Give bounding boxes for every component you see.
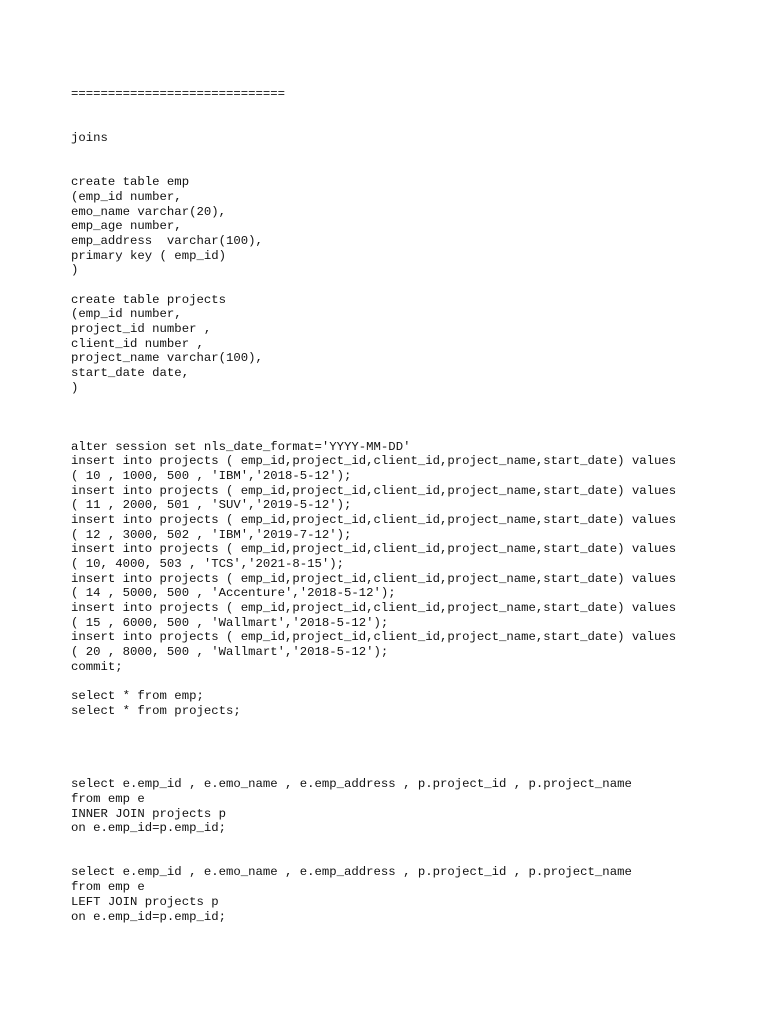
text-line: LEFT JOIN projects p [71,894,219,909]
text-line: commit; [71,659,123,674]
text-line: project_id number , [71,322,212,336]
text-line: select * from projects; [71,703,241,718]
text-line [71,763,761,778]
text-line: ( 10 , 1000, 500 , 'IBM','2018-5-12'); [71,468,352,483]
text-line: ) [71,263,79,278]
text-line: insert into projects ( emp_id,project_id,client_id,project_name,start_date) values [71,512,677,527]
text-line: ( 10, 4000, 503 , 'TCS','2021-8-15'); [71,557,345,571]
text-line [71,851,761,866]
text-line [71,116,761,131]
text-line: select * from emp; [71,689,204,704]
text-line: emo_name varchar(20), [71,204,226,219]
text-line [71,278,761,293]
text-line [71,719,761,734]
text-line: joins [71,131,108,146]
text-line [71,160,761,175]
text-line: ( 14 , 5000, 500 , 'Accenture','2018-5-12'); [71,586,396,601]
text-line [71,675,761,690]
text-line: (emp_id number, [71,189,182,204]
text-line: select e.emp_id , e.emo_name , e.emp_address , p.project_id , p.project_name [71,865,632,880]
document-page [71,87,761,924]
text-line [71,836,761,851]
text-line: project_name varchar(100), [71,351,263,366]
text-line: on e.emp_id=p.emp_id; [71,821,226,836]
text-line: create table projects [71,292,226,307]
text-line: start_date date, [71,366,190,381]
text-line: from emp e [71,880,145,895]
text-line [71,102,761,117]
text-line [71,733,761,748]
text-line: alter session set nls_date_format='YYYY-MM-DD' [71,439,411,454]
text-line: ) [71,380,79,395]
text-line: select e.emp_id , e.emo_name , e.emp_address , p.project_id , p.project_name [71,777,632,792]
text-line: client_id number , [71,336,204,351]
text-line: ============================= [71,87,286,101]
text-line: emp_age number, [71,219,182,234]
text-line: emp_address varchar(100), [71,233,263,248]
text-line: ( 12 , 3000, 502 , 'IBM','2019-7-12'); [71,527,352,542]
text-line: ( 20 , 8000, 500 , 'Wallmart','2018-5-12'); [71,645,389,660]
text-line [71,395,761,410]
text-line: (emp_id number, [71,307,182,322]
text-line: create table emp [71,175,190,190]
text-line: from emp e [71,792,145,806]
text-line: ( 11 , 2000, 501 , 'SUV','2019-5-12'); [71,498,352,513]
text-line: insert into projects ( emp_id,project_id,client_id,project_name,start_date) values [71,630,677,645]
text-line [71,425,761,440]
text-line: insert into projects ( emp_id,project_id,client_id,project_name,start_date) values [71,601,677,616]
text-line [71,748,761,763]
text-line: insert into projects ( emp_id,project_id,client_id,project_name,start_date) values [71,454,677,469]
text-line [71,410,761,425]
text-line: ( 15 , 6000, 500 , 'Wallmart','2018-5-12'); [71,615,389,630]
text-line: primary key ( emp_id) [71,248,226,263]
text-line: INNER JOIN projects p [71,806,226,821]
text-line: insert into projects ( emp_id,project_id,client_id,project_name,start_date) values [71,483,677,498]
text-line: insert into projects ( emp_id,project_id,client_id,project_name,start_date) values [71,571,677,586]
text-line: insert into projects ( emp_id,project_id,client_id,project_name,start_date) values [71,542,677,557]
text-line: on e.emp_id=p.emp_id; [71,909,226,924]
text-line [71,146,761,161]
